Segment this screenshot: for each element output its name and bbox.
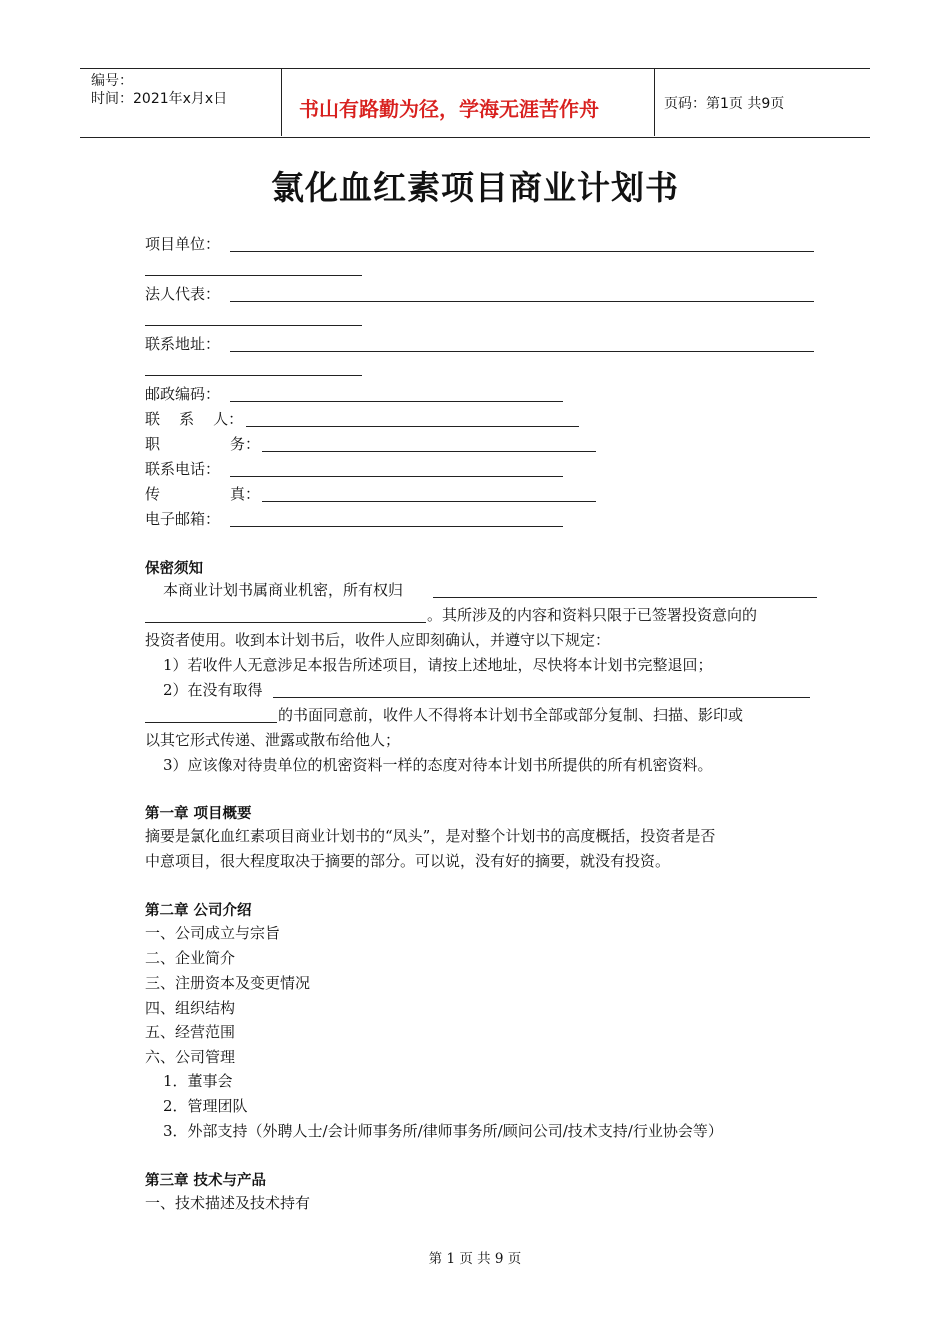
fax-label-b: 真： [230,485,261,503]
legal-rep-label: 法人代表： [145,285,221,303]
postcode-line [230,401,563,402]
chapter-3-heading: 第三章 技术与产品 [145,1173,267,1189]
chapter-2-item: 三、注册资本及变更情况 [145,974,311,992]
header-motto: 书山有路勤为径，学海无涯苦作舟 [299,97,599,121]
project-unit-line-2 [145,275,362,276]
consent-line [273,697,810,698]
chapter-3-item: 一、技术描述及技术持有 [145,1194,311,1212]
phone-line [230,476,563,477]
confidential-rule-1: 1）若收件人无意涉足本报告所述项目，请按上述地址，尽快将本计划书完整退回； [163,656,713,674]
chapter-2-heading: 第二章 公司介绍 [145,903,252,919]
legal-rep-line [230,301,814,302]
email-label: 电子邮箱： [145,510,221,528]
confidential-rule-2-line3: 以其它形式传递、泄露或散布给他人； [145,731,401,749]
fax-line [262,501,596,502]
fax-label-a: 传 [145,485,161,503]
chapter-2-sub-item: 2．管理团队 [163,1097,248,1115]
page-footer: 第 1 页 共 9 页 [428,1251,522,1267]
position-label-a: 职 [145,435,161,453]
phone-label: 联系电话： [145,460,221,478]
chapter-1-heading: 第一章 项目概要 [145,806,252,822]
confidential-p1-line2: 。其所涉及的内容和资料只限于已签署投资意向的 [427,606,758,624]
chapter-2-sub-item: 1．董事会 [163,1072,233,1090]
contact-person-line [246,426,579,427]
confidential-p1-line1: 本商业计划书属商业机密，所有权归 [163,581,404,599]
chapter-2-item: 一、公司成立与宗旨 [145,924,281,942]
chapter-1-text-line2: 中意项目，很大程度取决于摘要的部分。可以说，没有好的摘要，就没有投资。 [145,852,671,870]
chapter-2-item: 六、公司管理 [145,1048,236,1066]
confidential-rule-2-line1: 2）在没有取得 [163,681,263,699]
chapter-1-text-line1: 摘要是氯化血红素项目商业计划书的“凤头”，是对整个计划书的高度概括，投资者是否 [145,827,716,845]
address-line [230,351,814,352]
consent-line-2 [145,722,277,723]
page-title: 氯化血红素项目商业计划书 [271,168,679,207]
chapter-2-item: 五、经营范围 [145,1023,236,1041]
header-number-label: 编号： [91,73,133,89]
confidential-rule-2-line2: 的书面同意前，收件人不得将本计划书全部或部分复制、扫描、影印或 [278,706,744,724]
owner-line-2 [145,622,426,623]
project-unit-label: 项目单位： [145,235,221,253]
address-line-2 [145,375,362,376]
chapter-2-sub-item: 3．外部支持（外聘人士/会计师事务所/律师事务所/顾问公司/技术支持/行业协会等） [163,1122,723,1140]
contact-person-label: 联 系 人： [145,410,244,428]
address-label: 联系地址： [145,335,221,353]
chapter-2-item: 二、企业简介 [145,949,236,967]
position-line [262,451,596,452]
header-divider [281,68,282,136]
header-time-label: 时间：2021年x月x日 [91,91,228,107]
confidential-heading: 保密须知 [145,561,203,577]
legal-rep-line-2 [145,325,362,326]
project-unit-line [230,251,814,252]
owner-line [433,597,817,598]
confidential-p1-line3: 投资者使用。收到本计划书后，收件人应即刻确认，并遵守以下规定： [145,631,611,649]
postcode-label: 邮政编码： [145,385,221,403]
position-label-b: 务： [230,435,261,453]
confidential-rule-3: 3）应该像对待贵单位的机密资料一样的态度对待本计划书所提供的所有机密资料。 [163,756,713,774]
header-divider [654,68,655,136]
email-line [230,526,563,527]
header-page-code: 页码：第1页 共9页 [664,96,785,112]
chapter-2-item: 四、组织结构 [145,999,236,1017]
